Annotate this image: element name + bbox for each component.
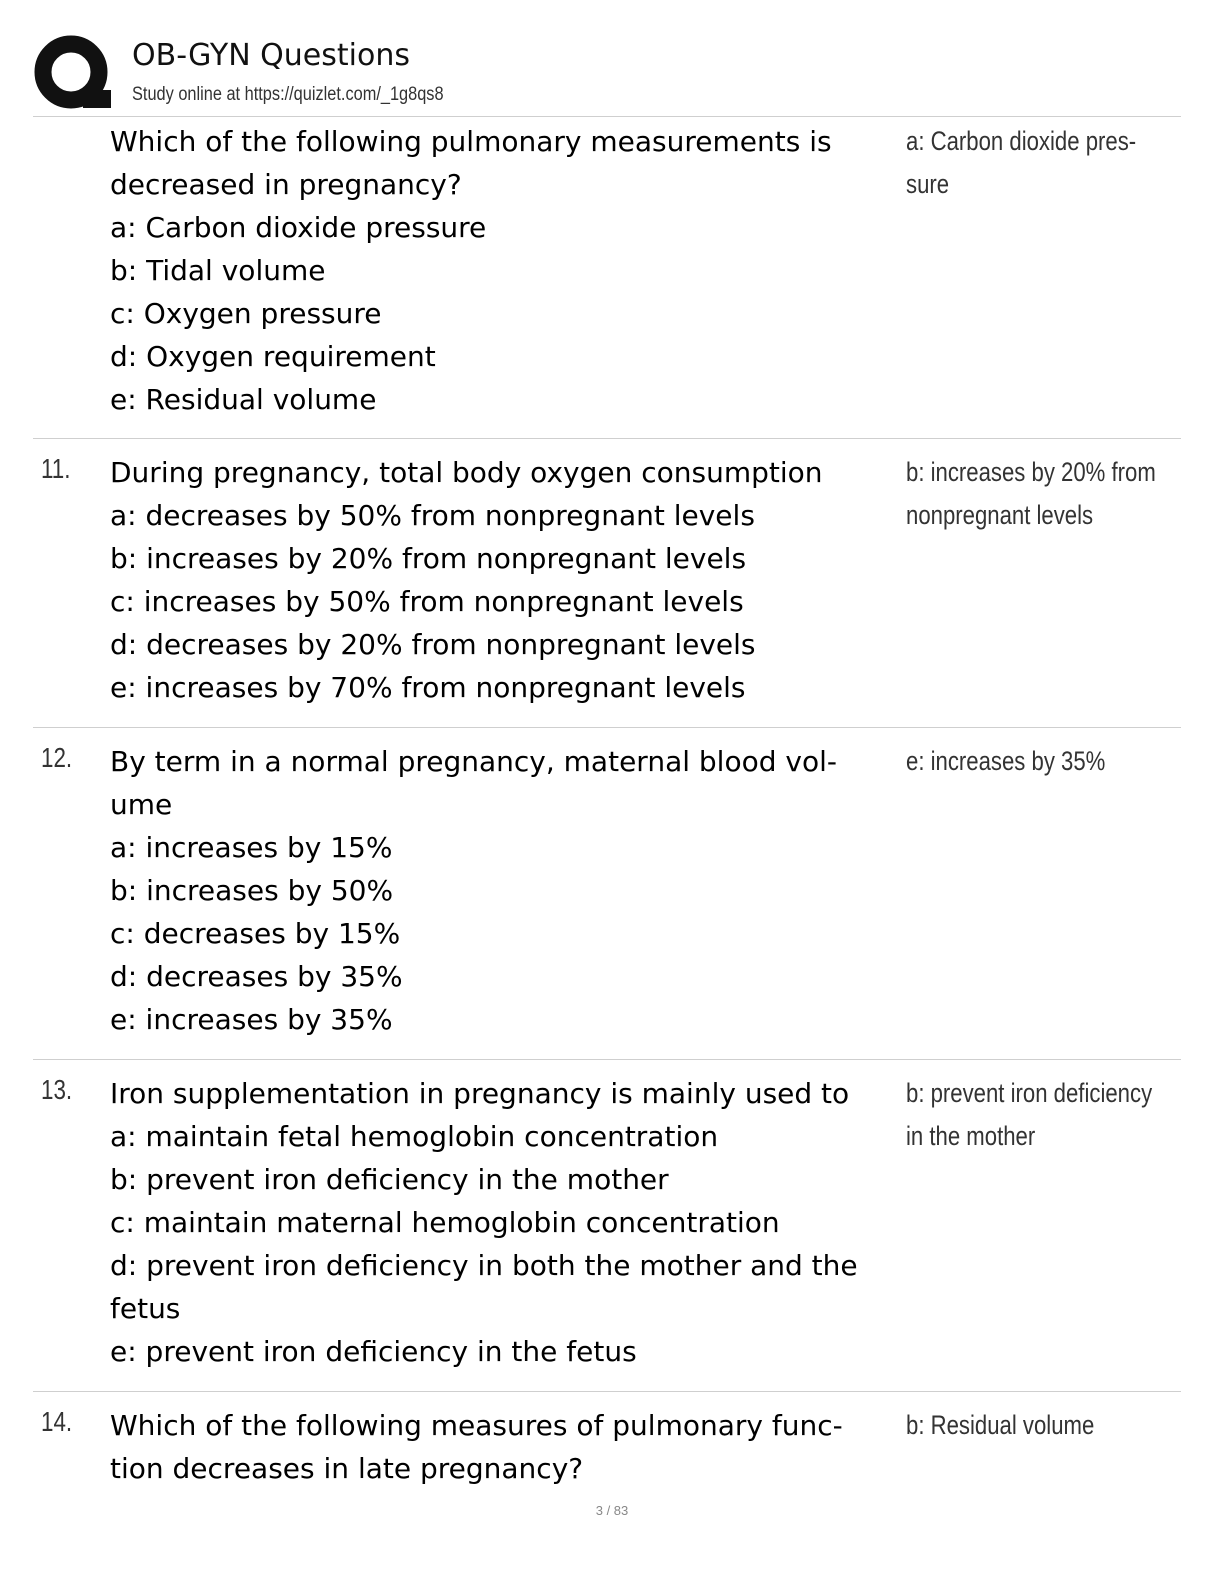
question-line: c: maintain maternal hemoglobin concentration xyxy=(110,1206,780,1239)
question-number: 13. xyxy=(41,1074,73,1105)
question-line: d: Oxygen requirement xyxy=(110,340,436,373)
question-line: d: decreases by 35% xyxy=(110,960,403,993)
document-subtitle: Study online at https://quizlet.com/_1g8qs8 xyxy=(132,84,444,105)
question-line: e: prevent iron deficiency in the fetus xyxy=(110,1335,637,1368)
question-line: a: Carbon dioxide pressure xyxy=(110,211,487,244)
answer-line: b: prevent iron deficiency xyxy=(906,1078,1153,1108)
question-card xyxy=(33,439,1181,728)
question-number: 12. xyxy=(41,742,73,773)
answer-line: e: increases by 35% xyxy=(906,746,1106,776)
question-line: decreased in pregnancy? xyxy=(110,168,462,201)
question-line: Which of the following pulmonary measurements is xyxy=(110,125,832,158)
question-text xyxy=(110,740,900,1041)
question-text xyxy=(110,120,900,421)
quizlet-logo-icon xyxy=(33,34,113,114)
answer-text xyxy=(906,1404,1206,1447)
page-number: 3 / 83 xyxy=(595,1503,629,1518)
question-line: b: Tidal volume xyxy=(110,254,326,287)
question-card xyxy=(33,118,1181,439)
answer-line: in the mother xyxy=(906,1121,1036,1151)
question-line: a: maintain fetal hemoglobin concentration xyxy=(110,1120,719,1153)
question-line: ume xyxy=(110,788,173,821)
question-line: c: increases by 50% from nonpregnant levels xyxy=(110,585,744,618)
question-text xyxy=(110,451,900,709)
answer-text xyxy=(906,120,1206,206)
question-card xyxy=(33,728,1181,1060)
answer-line: nonpregnant levels xyxy=(906,500,1094,530)
answer-line: a: Carbon dioxide pres- xyxy=(906,126,1137,156)
header-divider xyxy=(33,116,1181,117)
question-line: c: Oxygen pressure xyxy=(110,297,382,330)
question-line: c: decreases by 15% xyxy=(110,917,401,950)
question-line: d: prevent iron deficiency in both the mother and the xyxy=(110,1249,858,1282)
question-line: tion decreases in late pregnancy? xyxy=(110,1452,584,1485)
question-line: During pregnancy, total body oxygen consumption xyxy=(110,456,823,489)
question-line: d: decreases by 20% from nonpregnant levels xyxy=(110,628,756,661)
page-header xyxy=(0,0,1224,118)
question-line: Which of the following measures of pulmonary func- xyxy=(110,1409,843,1442)
question-line: fetus xyxy=(110,1292,181,1325)
question-line: b: prevent iron deficiency in the mother xyxy=(110,1163,669,1196)
answer-text xyxy=(906,740,1206,783)
answer-text xyxy=(906,1072,1206,1158)
answer-text xyxy=(906,451,1206,537)
question-text xyxy=(110,1072,900,1373)
question-number: 11. xyxy=(41,453,71,484)
question-line: Iron supplementation in pregnancy is mainly used to xyxy=(110,1077,850,1110)
question-line: a: increases by 15% xyxy=(110,831,393,864)
question-number: 14. xyxy=(41,1406,73,1437)
question-card xyxy=(33,1060,1181,1392)
question-line: e: increases by 35% xyxy=(110,1003,393,1036)
question-line: b: increases by 20% from nonpregnant levels xyxy=(110,542,747,575)
question-line: a: decreases by 50% from nonpregnant levels xyxy=(110,499,755,532)
question-card xyxy=(33,1392,1181,1492)
question-text xyxy=(110,1404,900,1490)
answer-line: sure xyxy=(906,169,950,199)
document-title: OB-GYN Questions xyxy=(132,38,410,73)
answer-line: b: increases by 20% from xyxy=(906,457,1156,487)
question-line: b: increases by 50% xyxy=(110,874,394,907)
question-line: e: increases by 70% from nonpregnant levels xyxy=(110,671,746,704)
question-line: By term in a normal pregnancy, maternal blood vol- xyxy=(110,745,837,778)
answer-line: b: Residual volume xyxy=(906,1410,1095,1440)
question-line: e: Residual volume xyxy=(110,383,377,416)
